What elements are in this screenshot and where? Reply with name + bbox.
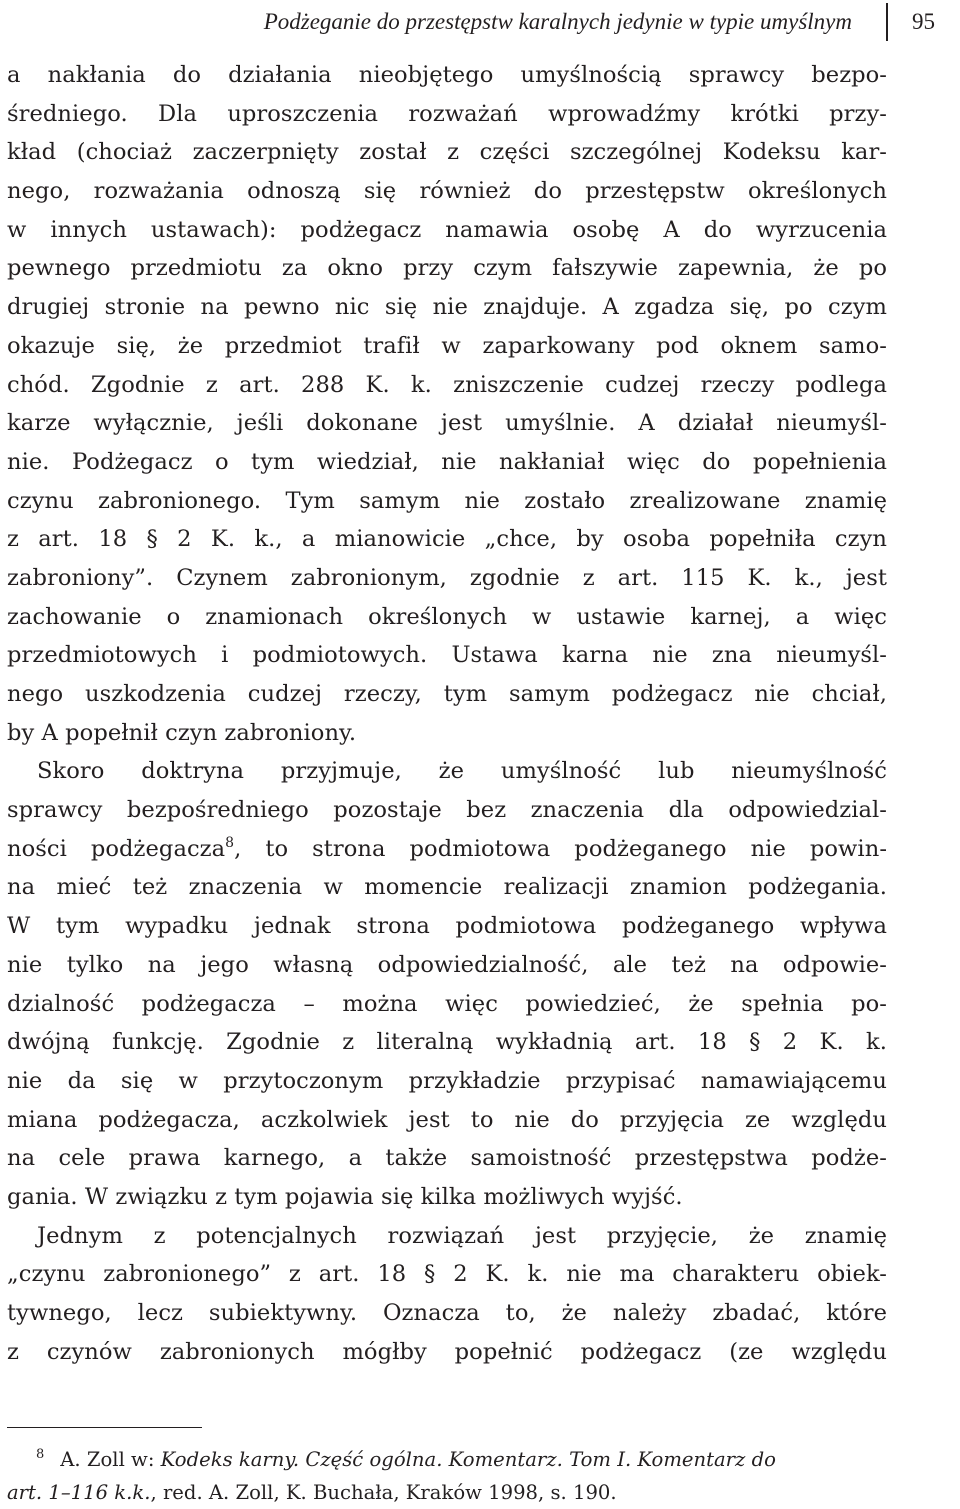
text-fragment: ności podżegacza [7,835,226,862]
footnote [7,1443,889,1509]
text-line: sprawcy bezpośredniego pozostaje bez znaczenia dla odpowiedzial- [7,797,887,824]
text-line: na mieć też znaczenia w momencie realizacji znamion podżegania. [7,874,887,901]
text-line: na cele prawa karnego, a także samoistność przestępstwa podże- [7,1145,887,1172]
text-line: miana podżegacza, aczkolwiek jest to nie do przyjęcia ze względu [7,1106,887,1133]
page-number: 95 [912,9,935,34]
page-header [0,0,960,46]
text-line: gania. W związku z tym pojawia się kilka możliwych wyjść. [7,1183,683,1210]
footnote-mark: 8 [36,1447,45,1462]
footnote-divider [7,1427,202,1428]
text-line: tywnego, lecz subiektywny. Oznacza to, że należy zbadać, które [7,1300,887,1326]
text-line: z art. 18 § 2 K. k., a mianowicie „chce, by osoba popełniła czyn [7,526,887,553]
text-line: by A popełnił czyn zabroniony. [7,719,357,746]
text-line: nego, rozważania odnoszą się również do przestępstw określonych [7,178,887,205]
text-line-with-note [7,830,887,869]
text-line: Jednym z potencjalnych rozwiązań jest przyjęcie, że znamię [37,1222,887,1249]
text-line: chód. Zgodnie z art. 288 K. k. zniszczenie cudzej rzeczy podlega [7,371,887,398]
text-line: nego uszkodzenia cudzej rzeczy, tym samym podżegacz nie chciał, [7,681,887,707]
text-line: karze wyłącznie, jeśli dokonane jest umyślnie. A działał nieumyśl- [7,410,887,437]
text-line: średniego. Dla uproszczenia rozważań wprowadźmy krótki przy- [7,100,887,127]
text-line: a nakłania do działania nieobjętego umyślnością sprawcy bezpo- [7,62,887,88]
text-line: nie tylko na jego własną odpowiedzialność, ale też na odpowie- [7,951,887,978]
text-line: drugiej stronie na pewno nic się nie znajduje. A zgadza się, po czym [7,294,887,321]
text-line: z czynów zabronionych mógłby popełnić podżegacz (ze względu [7,1338,887,1365]
text-line: czynu zabronionego. Tym samym nie zostało zrealizowane znamię [7,487,887,514]
text-line: okazuje się, że przedmiot trafił w zaparkowany pod oknem samo- [7,332,887,359]
text-line: W tym wypadku jednak strona podmiotowa podżeganego wpływa [7,913,887,940]
running-title: Podżeganie do przestępstw karalnych jedynie w typie umyślnym [263,9,852,34]
text-line: nie da się w przytoczonym przykładzie przypisać namawiającemu [7,1067,887,1094]
text-line: dwójną funkcję. Zgodnie z literalną wykładnią art. 18 § 2 K. k. [7,1029,887,1056]
text-line: kład (chociaż zaczerpnięty został z części szczególnej Kodeksu kar- [7,139,887,166]
body-text [7,56,887,1371]
footnote-title: art. 1–116 k.k. [7,1481,151,1504]
text-line: przedmiotowych i podmiotowych. Ustawa karna nie zna nieumyśl- [7,642,887,669]
footnote-title: Kodeks karny. Część ogólna. Komentarz. Tom I. Komentarz do [160,1448,776,1471]
footnote-reference: 8 [225,834,235,851]
footnote-line [7,1476,889,1509]
text-fragment: , to strona podmiotowa podżeganego nie powin- [234,835,887,862]
text-line: Skoro doktryna przyjmuje, że umyślność lub nieumyślność [37,758,887,785]
footnote-line [7,1443,889,1476]
text-line: pewnego przedmiotu za okno przy czym fałszywie zapewnia, że po [7,255,887,282]
text-line: w innych ustawach): podżegacz namawia osobę A do wyrzucenia [7,216,887,243]
text-line: dzialność podżegacza – można więc powiedzieć, że spełnia po- [7,990,887,1017]
footnote-text: A. Zoll w: [60,1448,161,1471]
footnote-text: , red. A. Zoll, K. Buchała, Kraków 1998, s. 190. [150,1481,617,1504]
header-divider [886,3,888,41]
text-line: nie. Podżegacz o tym wiedział, nie nakłaniał więc do popełnienia [7,448,887,475]
text-line: zachowanie o znamionach określonych w ustawie karnej, a więc [7,603,887,630]
text-line: zabroniony”. Czynem zabronionym, zgodnie z art. 115 K. k., jest [7,564,887,591]
text-line: „czynu zabronionego” z art. 18 § 2 K. k. nie ma charakteru obiek- [7,1261,887,1288]
